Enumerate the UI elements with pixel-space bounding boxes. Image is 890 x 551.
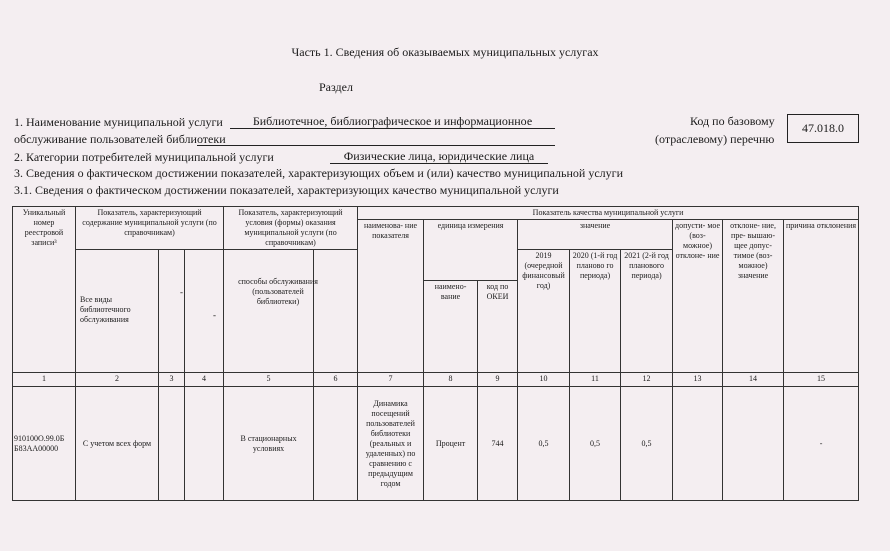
header-year-2020: 2020 (1-й год планово го периода) <box>570 250 621 373</box>
col-number: 12 <box>621 373 673 387</box>
col-number: 1 <box>13 373 76 387</box>
header-allowed-deviation: допусти- мое (воз- можное) отклоне- ние <box>673 220 723 373</box>
header-quality-indicator: Показатель качества муниципальной услуги <box>358 207 859 220</box>
row-content-3 <box>185 387 224 501</box>
dash-mark: - <box>180 287 183 297</box>
subheader-service-methods: способы обслуживания (пользователей библиотеки) <box>238 277 318 306</box>
col-number: 11 <box>570 373 621 387</box>
row-value-2020: 0,5 <box>570 387 621 501</box>
row-unique-number: 910100О.99.0Б Б83АА00000 <box>13 387 76 501</box>
code-label-a: Код по базовому <box>690 114 775 128</box>
row-okei-code: 744 <box>478 387 518 501</box>
col-number: 5 <box>224 373 314 387</box>
header-indicator-name: наименова- ние показателя <box>358 220 424 373</box>
header-content-2 <box>159 250 185 373</box>
header-unit: единица измерения <box>424 220 518 281</box>
dash-mark: - <box>213 310 216 320</box>
header-content-3 <box>185 250 224 373</box>
row-condition-1: В стационарных условиях <box>224 387 314 501</box>
quality-indicators-table <box>12 206 859 501</box>
row-condition-2 <box>314 387 358 501</box>
header-value: значение <box>518 220 673 250</box>
row-content-2 <box>159 387 185 501</box>
row-content-1: С учетом всех форм <box>76 387 159 501</box>
col-number: 13 <box>673 373 723 387</box>
header-unit-name: наимено- вание <box>424 281 478 373</box>
col-number: 7 <box>358 373 424 387</box>
col-number: 15 <box>784 373 859 387</box>
header-conditions-indicator: Показатель, характеризующий условия (формы) оказания муниципальной услуги (по справочникам) <box>224 207 358 250</box>
consumer-category-label: 2. Категории потребителей муниципальной услуги <box>14 150 274 164</box>
header-condition-2 <box>314 250 358 373</box>
section3-heading: 3. Сведения о фактическом достижении показателей, характеризующих объем и (или) качество муниципальной услуги <box>14 166 624 180</box>
code-value-box: 47.018.0 <box>787 114 859 143</box>
row-indicator-name: Динамика посещений пользователей библиотеки (реальных и удаленных) по сравнению с предыдущим годом <box>358 387 424 501</box>
header-year-2021: 2021 (2-й год планового периода) <box>621 250 673 373</box>
underline <box>197 145 555 146</box>
page-title: Часть 1. Сведения об оказываемых муниципальных услугах <box>291 45 599 59</box>
service-name-value-cont: обслуживание пользователей библиотеки <box>14 132 226 146</box>
consumer-category-value: Физические лица, юридические лица <box>330 150 548 164</box>
header-unique-number: Уникальный номер реестровой записи³ <box>13 207 76 373</box>
subheader-all-library-services: Все виды библиотечного обслуживания <box>80 295 131 324</box>
header-reason: причина отклонения <box>784 220 859 373</box>
service-name-value: Библиотечное, библиографическое и информационное <box>230 115 555 129</box>
header-exceeding-deviation: отклоне- ние, пре- вышаю- щее допус- тимое (воз- можное) значение <box>723 220 784 373</box>
row-reason: - <box>784 387 859 501</box>
header-condition-1 <box>224 250 314 373</box>
col-number: 6 <box>314 373 358 387</box>
col-number: 10 <box>518 373 570 387</box>
section31-heading: 3.1. Сведения о фактическом достижении показателей, характеризующих качество муниципальной услуги <box>14 183 559 197</box>
header-year-2019: 2019 (очередной финансовый год) <box>518 250 570 373</box>
code-label-b: (отраслевому) перечню <box>655 132 775 146</box>
col-number: 3 <box>159 373 185 387</box>
row-exceeding-deviation <box>723 387 784 501</box>
col-number: 8 <box>424 373 478 387</box>
col-number: 14 <box>723 373 784 387</box>
header-okei-code: код по ОКЕИ <box>478 281 518 373</box>
col-number: 9 <box>478 373 518 387</box>
section-label: Раздел <box>319 80 353 94</box>
row-value-2019: 0,5 <box>518 387 570 501</box>
col-number: 4 <box>185 373 224 387</box>
service-name-label: 1. Наименование муниципальной услуги <box>14 115 223 129</box>
row-allowed-deviation <box>673 387 723 501</box>
header-content-indicator: Показатель, характеризующий содержание муниципальной услуги (по справочникам) <box>76 207 224 250</box>
row-unit-name: Процент <box>424 387 478 501</box>
row-value-2021: 0,5 <box>621 387 673 501</box>
col-number: 2 <box>76 373 159 387</box>
